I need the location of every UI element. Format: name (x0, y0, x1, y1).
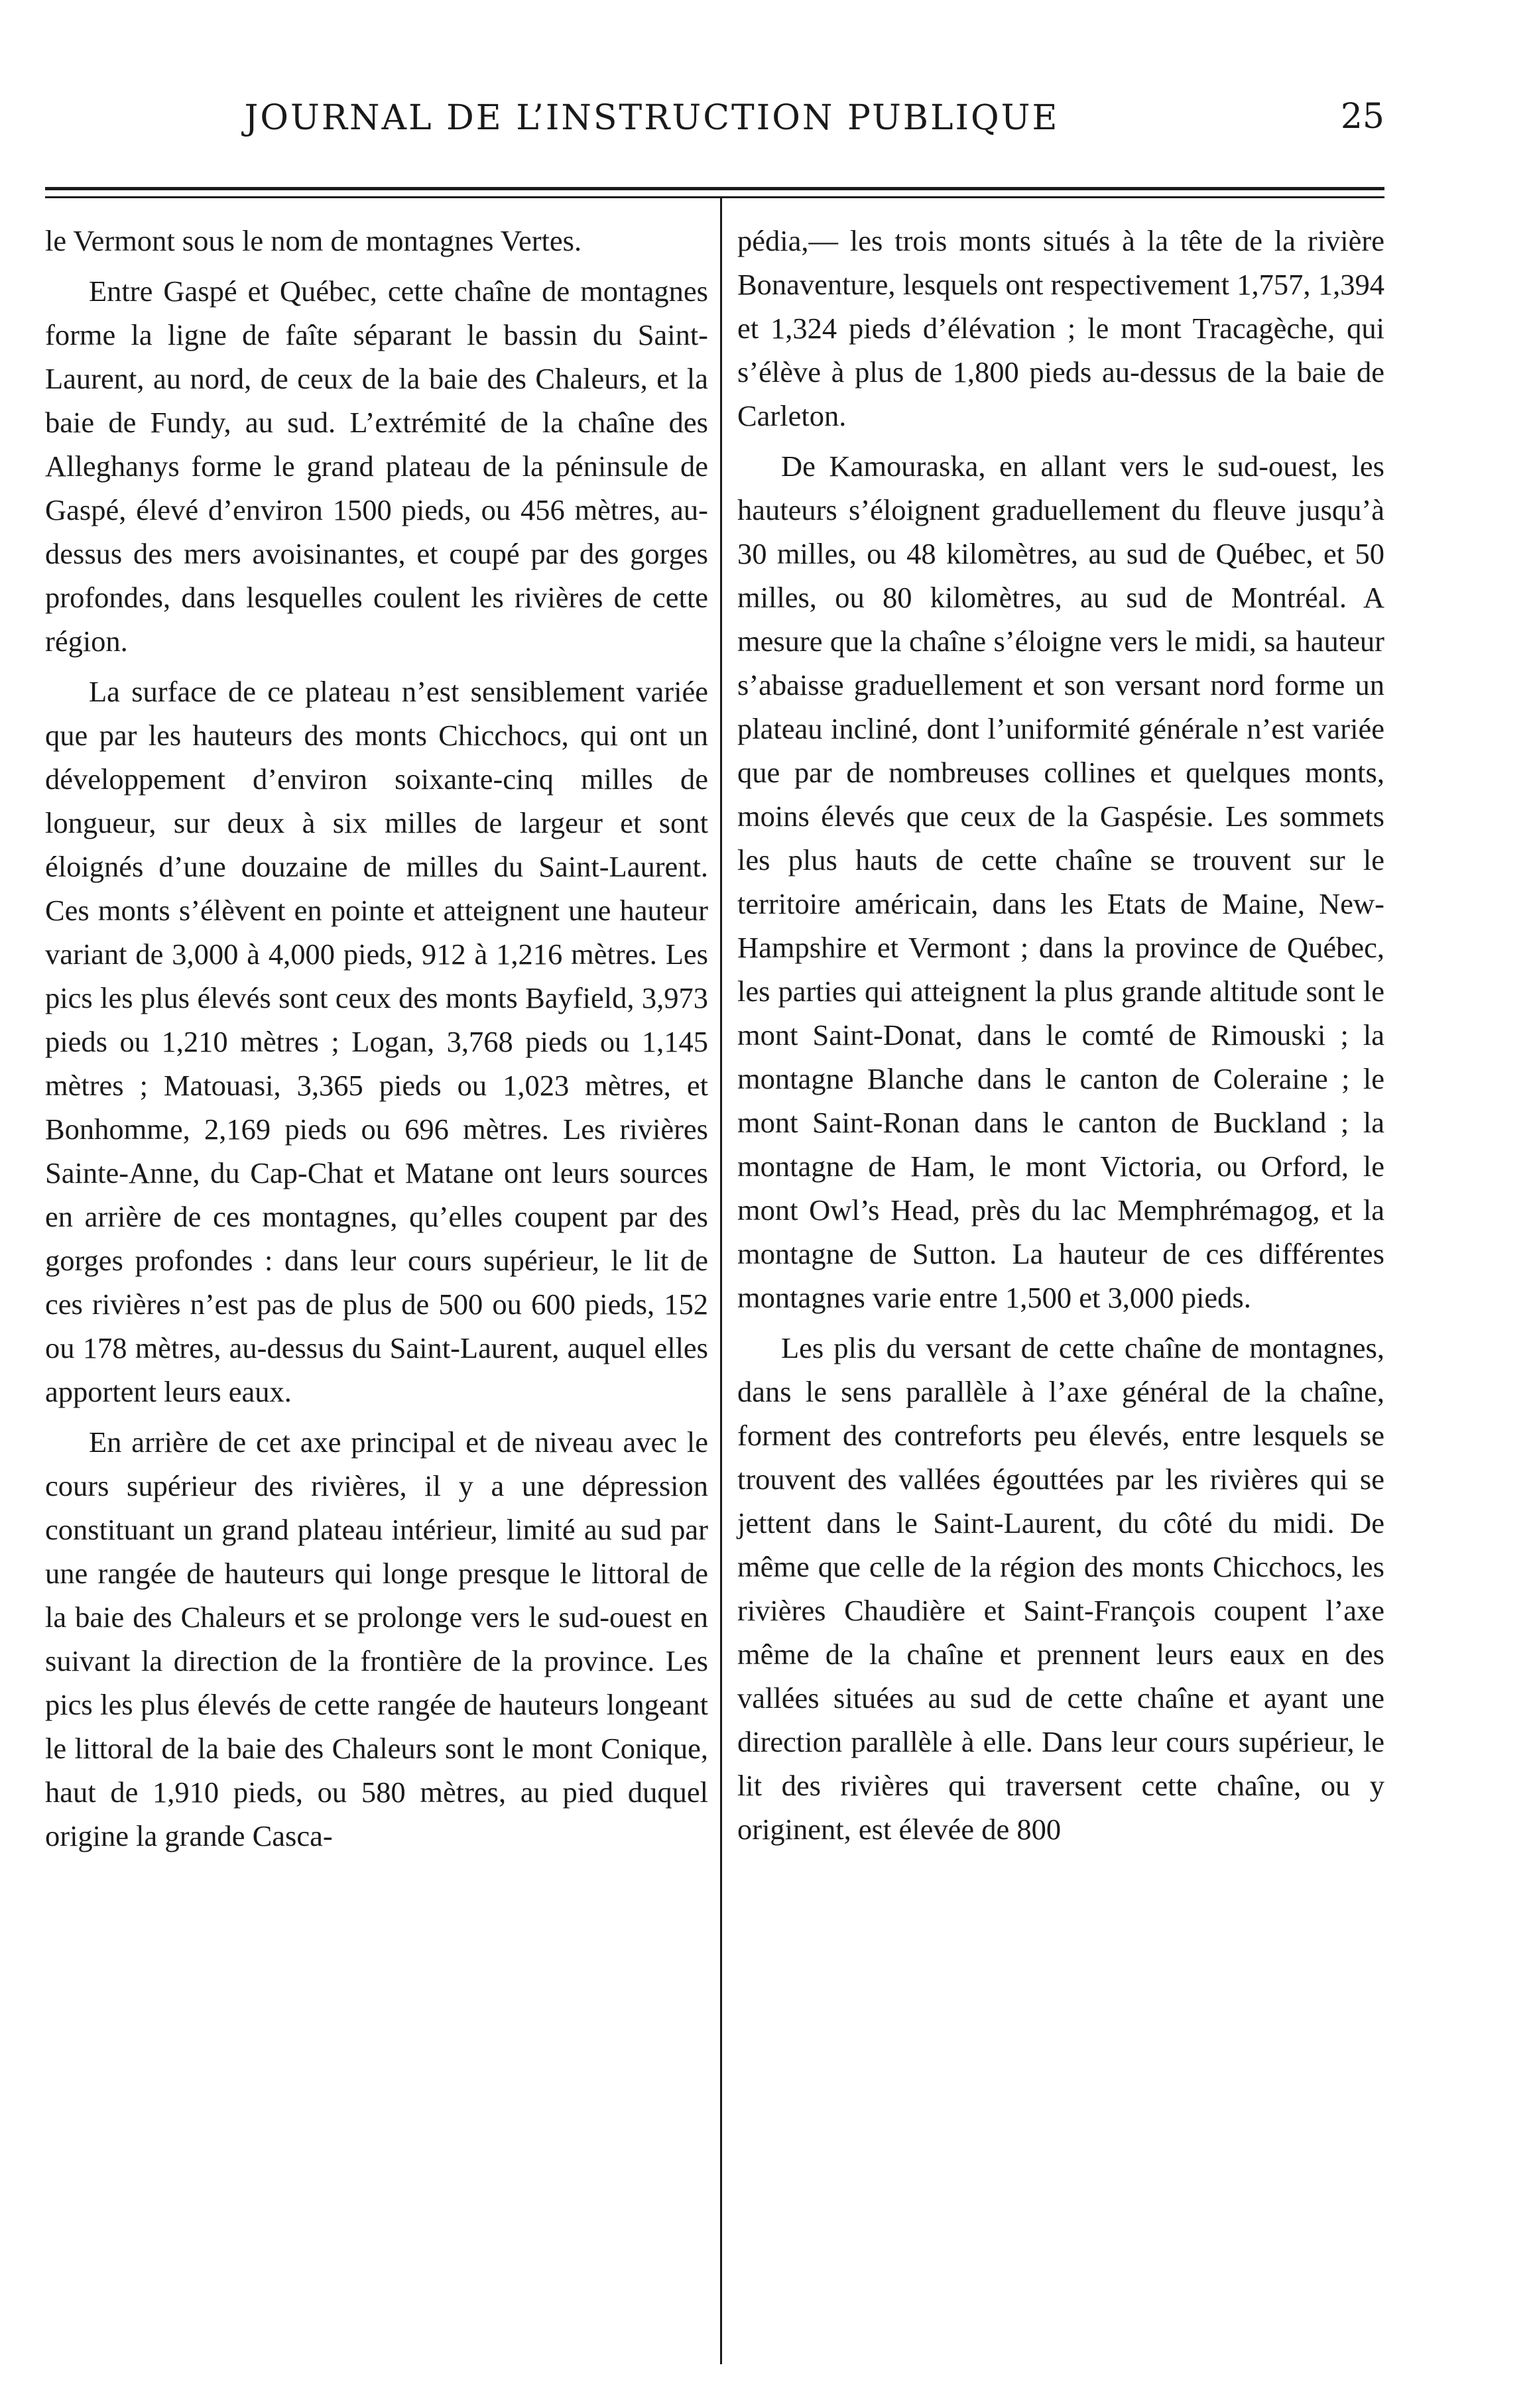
page-number: 25 (1340, 97, 1384, 137)
paragraph: pédia,— les trois monts situés à la tête de la rivière Bonaventure, lesquels ont respectivement 1,757, 1,394 et 1,324 pieds d’élévation ; le mont Tracagèche, qui s’élève à plus de 1,800 pieds au-dessus de la baie de Carleton. (737, 224, 1384, 432)
right-column (737, 219, 1384, 1851)
paragraph: Entre Gaspé et Québec, cette chaîne de montagnes forme la ligne de faîte séparant le bassin du Saint-Laurent, au nord, de ceux de la baie des Chaleurs, et la baie de Fundy, au sud. L’extrémité de la chaîne des Alleghanys forme le grand plateau de la péninsule de Gaspé, élevé d’environ 1500 pieds, ou 456 mètres, au-dessus des mers avoisinantes, et coupé par des gorges profondes, dans lesquelles coulent les rivières de cette région. (45, 274, 708, 658)
header-rule-bottom (45, 196, 1384, 198)
paragraph: Les plis du versant de cette chaîne de montagnes, dans le sens parallèle à l’axe général de la chaîne, forment des contreforts peu élevés, entre lesquels se trouvent des vallées égouttées par les rivières qui se jettent dans le Saint-Laurent, du côté du midi. De même que celle de la région des monts Chicchocs, les rivières Chaudière et Saint-François coupent l’axe même de la chaîne et prennent leurs eaux en des vallées situées au sud de cette chaîne et ayant une direction parallèle à elle. Dans leur cours supérieur, le lit des rivières qui traversent cette chaîne, ou y originent, est élevée de 800 (737, 1331, 1384, 1846)
paragraph: La surface de ce plateau n’est sensiblement variée que par les hauteurs des monts Chicchocs, qui ont un développement d’environ soixante-cinq milles de longueur, sur deux à six milles de largeur et sont éloignés d’une douzaine de milles du Saint-Laurent. Ces monts s’élèvent en pointe et atteignent une hauteur variant de 3,000 à 4,000 pieds, 912 à 1,216 mètres. Les pics les plus élevés sont ceux des monts Bayfield, 3,973 pieds ou 1,210 mètres ; Logan, 3,768 pieds ou 1,145 mètres ; Matouasi, 3,365 pieds ou 1,023 mètres, et Bonhomme, 2,169 pieds ou 696 mètres. Les rivières Sainte-Anne, du Cap-Chat et Matane ont leurs sources en arrière de ces montagnes, qu’elles coupent par des gorges profondes : dans leur cours supérieur, le lit de ces rivières n’est pas de plus de 500 ou 600 pieds, 152 ou 178 mètres, au-dessus du Saint-Laurent, auquel elles apportent leurs eaux. (45, 675, 708, 1408)
left-column (45, 219, 708, 1858)
paragraph: le Vermont sous le nom de montagnes Vertes. (45, 224, 582, 257)
journal-title: JOURNAL DE L’INSTRUCTION PUBLIQUE (244, 98, 1060, 138)
paragraph: En arrière de cet axe principal et de niveau avec le cours supérieur des rivières, il y a une dépression constituant un grand plateau intérieur, limité au sud par une rangée de hauteurs qui longe presque le littoral de la baie des Chaleurs et se prolonge vers le sud-ouest en suivant la direction de la frontière de la province. Les pics les plus élevés de cette rangée de hauteurs longeant le littoral de la baie des Chaleurs sont le mont Conique, haut de 1,910 pieds, ou 580 mètres, au pied duquel origine la grande Casca- (45, 1425, 708, 1852)
header-rule-top (45, 187, 1384, 190)
page-header (45, 91, 1384, 151)
paragraph: De Kamouraska, en allant vers le sud-ouest, les hauteurs s’éloignent graduellement du fleuve jusqu’à 30 milles, ou 48 kilomètres, au sud de Québec, et 50 milles, ou 80 kilomètres, au sud de Montréal. A mesure que la chaîne s’éloigne vers le midi, sa hauteur s’abaisse graduellement et son versant nord forme un plateau incliné, dont l’uniformité générale n’est variée que par de nombreuses collines et quelques monts, moins élevés que ceux de la Gaspésie. Les sommets les plus hauts de cette chaîne se trouvent sur le territoire américain, dans les Etats de Maine, New-Hampshire et Vermont ; dans la province de Québec, les parties qui atteignent la plus grande altitude sont le mont Saint-Donat, dans le comté de Rimouski ; la montagne Blanche dans le canton de Coleraine ; le mont Saint-Ronan dans le canton de Buckland ; la montagne de Ham, le mont Victoria, ou Orford, le mont Owl’s Head, près du lac Memphrémagog, et la montagne de Sutton. La hauteur de ces différentes montagnes varie entre 1,500 et 3,000 pieds. (737, 450, 1384, 1314)
column-divider (720, 196, 722, 2364)
